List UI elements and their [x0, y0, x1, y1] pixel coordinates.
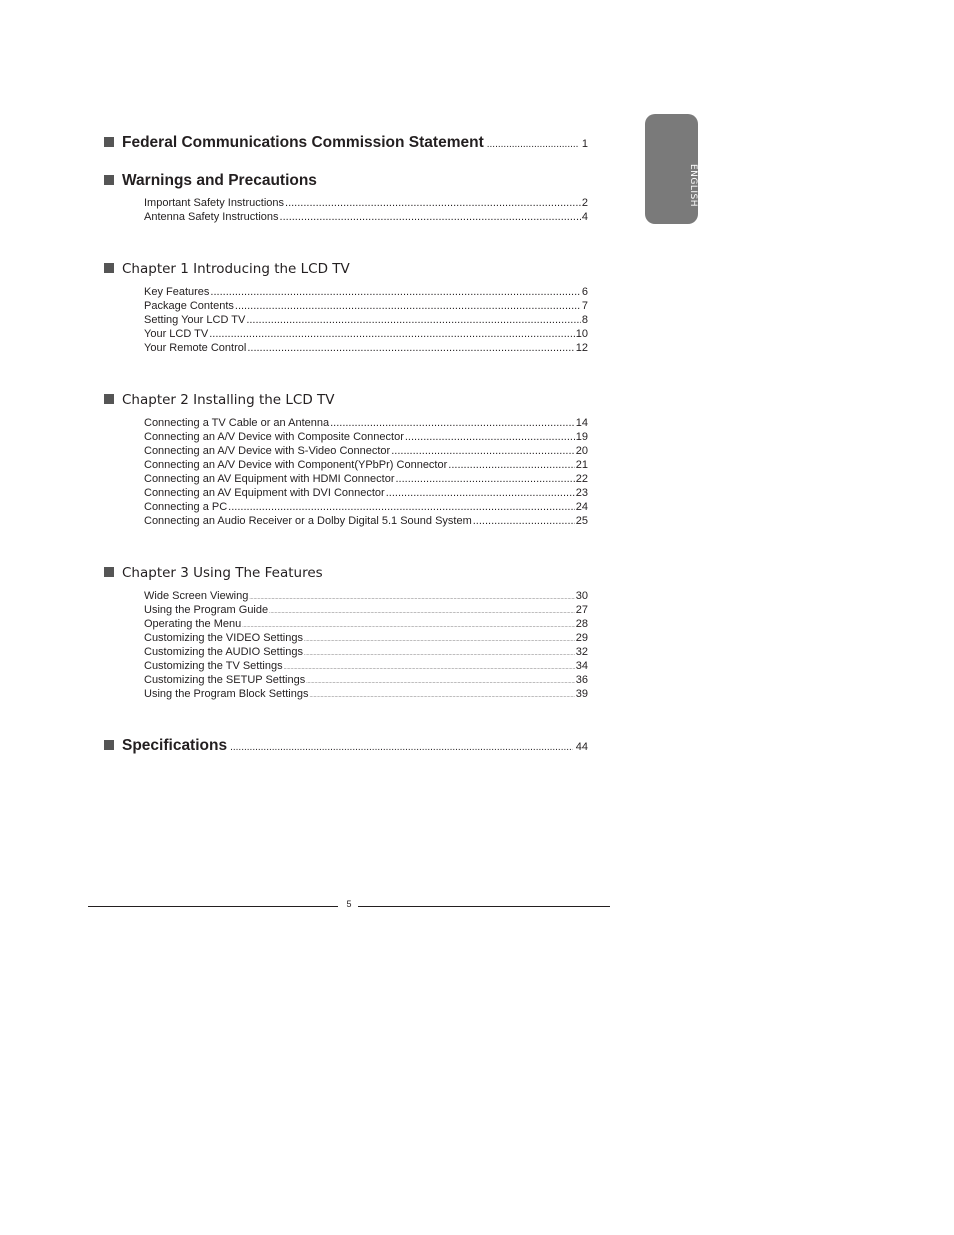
toc-entry-page: 20 [575, 445, 588, 457]
dot-leader [235, 300, 581, 312]
toc-entry[interactable] [144, 445, 588, 459]
dot-leader [391, 445, 575, 457]
dot-leader [386, 487, 575, 499]
toc-entry-title: Connecting a PC [144, 501, 228, 513]
toc-entry-title: Key Features [144, 286, 210, 298]
toc-heading[interactable] [104, 565, 588, 581]
dot-leader [209, 328, 575, 340]
dot-leader [284, 665, 575, 671]
toc-entry-page: 7 [581, 300, 588, 312]
square-bullet-icon [104, 567, 114, 577]
toc-heading[interactable] [104, 172, 588, 190]
toc-entry[interactable] [144, 501, 588, 515]
dot-leader [280, 211, 581, 223]
toc-heading-page: 1 [581, 138, 588, 150]
toc-entry-title: Important Safety Instructions [144, 197, 285, 209]
toc-entry-page: 19 [575, 431, 588, 443]
toc-entry[interactable] [144, 286, 588, 300]
toc-entry-page: 30 [575, 590, 588, 602]
toc-entry-title: Connecting an A/V Device with S-Video Connector [144, 445, 391, 457]
toc-entry-title: Antenna Safety Instructions [144, 211, 279, 223]
toc-entry[interactable] [144, 342, 588, 356]
toc-entry-page: 28 [575, 618, 588, 630]
dot-leader [330, 417, 575, 429]
square-bullet-icon [104, 263, 114, 273]
toc-entry[interactable] [144, 632, 588, 646]
toc-entry-title: Wide Screen Viewing [144, 590, 249, 602]
toc-section-specifications [104, 737, 588, 755]
toc-entry[interactable] [144, 487, 588, 501]
toc-entry-title: Your Remote Control [144, 342, 247, 354]
toc-entry-title: Connecting an AV Equipment with DVI Connector [144, 487, 385, 499]
footer-rule-right [358, 906, 610, 907]
toc-heading-title: Warnings and Precautions [122, 172, 317, 189]
toc-section-chapter-3 [104, 565, 588, 702]
toc-section-chapter-1 [104, 261, 588, 356]
toc-entry-title: Using the Program Block Settings [144, 688, 309, 700]
toc-entry-title: Connecting an Audio Receiver or a Dolby Digital 5.1 Sound System [144, 515, 472, 527]
toc-entry-page: 25 [575, 515, 588, 527]
toc-entry-page: 8 [581, 314, 588, 326]
toc-entry-title: Connecting an A/V Device with Composite Connector [144, 431, 404, 443]
toc-heading-title: Federal Communications Commission Statement [122, 134, 484, 151]
toc-entry[interactable] [144, 604, 588, 618]
toc-heading-title: Chapter 2 Installing the LCD TV [122, 392, 335, 408]
toc-entry-title: Customizing the AUDIO Settings [144, 646, 303, 658]
toc-entry[interactable] [144, 618, 588, 632]
toc-heading[interactable] [104, 134, 588, 152]
toc-entry-page: 22 [575, 473, 588, 485]
toc-heading-title: Specifications [122, 737, 228, 754]
toc-entry[interactable] [144, 473, 588, 487]
toc-entry-page: 14 [575, 417, 588, 429]
toc-entry[interactable] [144, 646, 588, 660]
toc-entry[interactable] [144, 197, 588, 211]
toc-entry-page: 21 [575, 459, 588, 471]
toc-entry-title: Using the Program Guide [144, 604, 269, 616]
toc-entry-page: 24 [575, 501, 588, 513]
square-bullet-icon [104, 175, 114, 185]
toc-entry-page: 12 [575, 342, 588, 354]
dot-leader [249, 595, 574, 601]
toc-entry-title: Package Contents [144, 300, 234, 312]
toc-section-warnings [104, 172, 588, 225]
toc-entry-title: Customizing the TV Settings [144, 660, 283, 672]
toc-entry[interactable] [144, 459, 588, 473]
dot-leader [247, 342, 574, 354]
toc-entry-page: 10 [575, 328, 588, 340]
toc-entry-title: Setting Your LCD TV [144, 314, 246, 326]
toc-entry[interactable] [144, 211, 588, 225]
toc-entry-page: 6 [581, 286, 588, 298]
toc-entry-page: 32 [575, 646, 588, 658]
toc-heading-page: 44 [575, 741, 588, 753]
toc-entry-page: 29 [575, 632, 588, 644]
toc-entry-title: Connecting an A/V Device with Component(YPbPr) Connector [144, 459, 448, 471]
toc-entry[interactable] [144, 300, 588, 314]
dot-leader [309, 693, 574, 699]
square-bullet-icon [104, 137, 114, 147]
page-number: 5 [346, 899, 352, 909]
dot-leader [228, 501, 575, 513]
toc-entry-page: 2 [581, 197, 588, 209]
dot-leader [230, 742, 573, 753]
toc-entry[interactable] [144, 674, 588, 688]
dot-leader [395, 473, 574, 485]
toc-entry-page: 39 [575, 688, 588, 700]
toc-entry-page: 27 [575, 604, 588, 616]
toc-entry-page: 23 [575, 487, 588, 499]
toc-entry-title: Customizing the SETUP Settings [144, 674, 306, 686]
toc-entry[interactable] [144, 431, 588, 445]
toc-heading-title: Chapter 3 Using The Features [122, 565, 323, 581]
toc-section-chapter-2 [104, 392, 588, 529]
toc-entry[interactable] [144, 515, 588, 529]
toc-entry-page: 34 [575, 660, 588, 672]
toc-entry[interactable] [144, 590, 588, 604]
toc-heading[interactable] [104, 261, 588, 277]
dot-leader [304, 637, 575, 643]
dot-leader [448, 459, 574, 471]
toc-entry-title: Connecting a TV Cable or an Antenna [144, 417, 330, 429]
toc-entry-title: Customizing the VIDEO Settings [144, 632, 303, 644]
square-bullet-icon [104, 740, 114, 750]
toc-entry-title: Operating the Menu [144, 618, 242, 630]
toc-entry[interactable] [144, 314, 588, 328]
dot-leader [487, 139, 579, 150]
dot-leader [210, 286, 580, 298]
toc-entry[interactable] [144, 660, 588, 674]
dot-leader [405, 431, 575, 443]
toc-section-fcc [104, 134, 588, 152]
toc-heading[interactable] [104, 392, 588, 408]
dot-leader [304, 651, 575, 657]
toc-entry[interactable] [144, 417, 588, 431]
toc-entry[interactable] [144, 328, 588, 342]
toc-entry[interactable] [144, 688, 588, 702]
dot-leader [269, 609, 575, 615]
square-bullet-icon [104, 394, 114, 404]
dot-leader [306, 679, 575, 685]
toc-entry-page: 4 [581, 211, 588, 223]
toc-entry-title: Your LCD TV [144, 328, 209, 340]
footer-rule-left [88, 906, 338, 907]
dot-leader [242, 623, 575, 629]
dot-leader [285, 197, 581, 209]
toc-heading-title: Chapter 1 Introducing the LCD TV [122, 261, 350, 277]
dot-leader [246, 314, 581, 326]
language-tab [645, 114, 698, 224]
dot-leader [473, 515, 575, 527]
toc-entry-title: Connecting an AV Equipment with HDMI Connector [144, 473, 395, 485]
toc-entry-page: 36 [575, 674, 588, 686]
language-tab-label: ENGLISH [688, 164, 698, 208]
toc-heading[interactable] [104, 737, 588, 755]
